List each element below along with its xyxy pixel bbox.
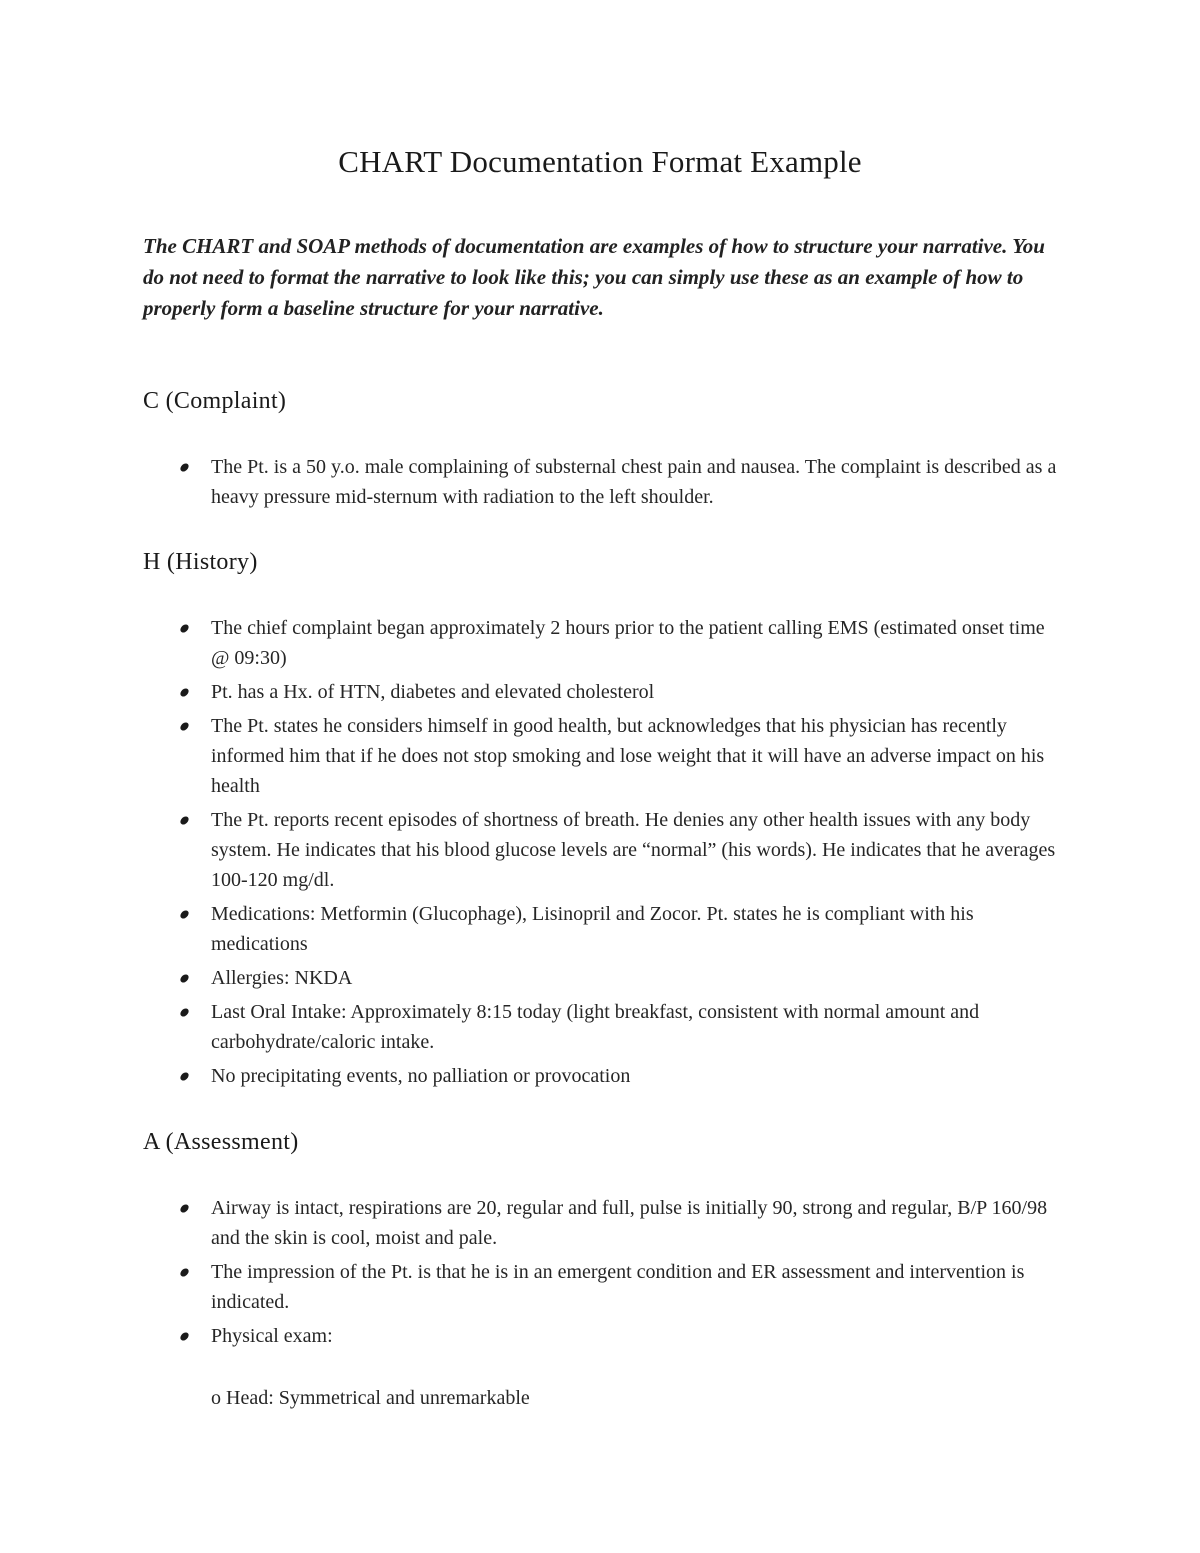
list-item bbox=[180, 1257, 1060, 1317]
list-item-text: The Pt. states he considers himself in good health, but acknowledges that his physician has recently informed him that if he does not stop smoking and lose weight that it will have an adverse impact on his health bbox=[211, 715, 1045, 797]
intro-paragraph: The CHART and SOAP methods of documentation are examples of how to structure your narrative. You do not need to format the narrative to look like this; you can simply use these as an example of how to properly form a baseline structure for your narrative. bbox=[143, 234, 1045, 320]
bullet-icon bbox=[180, 1071, 189, 1082]
list-item-text: Physical exam: bbox=[211, 1325, 333, 1347]
list-item bbox=[180, 963, 1060, 993]
list-item-text: The chief complaint began approximately 2 hours prior to the patient calling EMS (estimated onset time @ 09:30) bbox=[211, 617, 1045, 669]
bullet-icon bbox=[180, 462, 189, 473]
bullet-icon bbox=[180, 623, 189, 634]
list-item-text: The Pt. reports recent episodes of shortness of breath. He denies any other health issues with any body system. He indicates that his blood glucose levels are “normal” (his words). He indicates that he averages 100-120 mg/dl. bbox=[211, 809, 1056, 891]
list-item bbox=[180, 1321, 1060, 1351]
list-item bbox=[180, 613, 1060, 673]
list-item bbox=[180, 711, 1060, 801]
bullet-icon bbox=[180, 973, 189, 984]
section-heading-assessment: A (Assessment) bbox=[143, 1129, 299, 1155]
bullet-icon bbox=[180, 1331, 189, 1342]
list-item-text: The Pt. is a 50 y.o. male complaining of substernal chest pain and nausea. The complaint is described as a heavy pressure mid-sternum with radiation to the left shoulder. bbox=[211, 456, 1057, 508]
document-title: CHART Documentation Format Example bbox=[338, 144, 862, 179]
assessment-list bbox=[180, 1193, 1060, 1355]
bullet-icon bbox=[180, 1203, 189, 1214]
list-item-text: Airway is intact, respirations are 20, regular and full, pulse is initially 90, strong and regular, B/P 160/98 and the skin is cool, moist and pale. bbox=[211, 1197, 1048, 1249]
list-item-text: Allergies: NKDA bbox=[211, 967, 353, 989]
list-item-text: Last Oral Intake: Approximately 8:15 today (light breakfast, consistent with normal amount and carbohydrate/caloric intake. bbox=[211, 1001, 980, 1053]
list-item bbox=[180, 805, 1060, 895]
list-item bbox=[180, 452, 1060, 512]
list-item-text: Pt. has a Hx. of HTN, diabetes and elevated cholesterol bbox=[211, 681, 655, 703]
physical-exam-sub-item: o Head: Symmetrical and unremarkable bbox=[211, 1387, 530, 1409]
section-heading-complaint: C (Complaint) bbox=[143, 388, 287, 414]
list-item bbox=[180, 997, 1060, 1057]
section-heading-history: H (History) bbox=[143, 549, 258, 575]
bullet-icon bbox=[180, 1267, 189, 1278]
list-item bbox=[180, 899, 1060, 959]
list-item-text: The impression of the Pt. is that he is in an emergent condition and ER assessment and intervention is indicated. bbox=[211, 1261, 1025, 1313]
bullet-icon bbox=[180, 909, 189, 920]
list-item bbox=[180, 1061, 1060, 1091]
bullet-icon bbox=[180, 1007, 189, 1018]
history-list bbox=[180, 613, 1060, 1095]
bullet-icon bbox=[180, 815, 189, 826]
list-item bbox=[180, 1193, 1060, 1253]
list-item-text: No precipitating events, no palliation or provocation bbox=[211, 1065, 631, 1087]
complaint-list bbox=[180, 452, 1060, 516]
bullet-icon bbox=[180, 687, 189, 698]
list-item-text: Medications: Metformin (Glucophage), Lisinopril and Zocor. Pt. states he is compliant with his medications bbox=[211, 903, 974, 955]
list-item bbox=[180, 677, 1060, 707]
bullet-icon bbox=[180, 721, 189, 732]
